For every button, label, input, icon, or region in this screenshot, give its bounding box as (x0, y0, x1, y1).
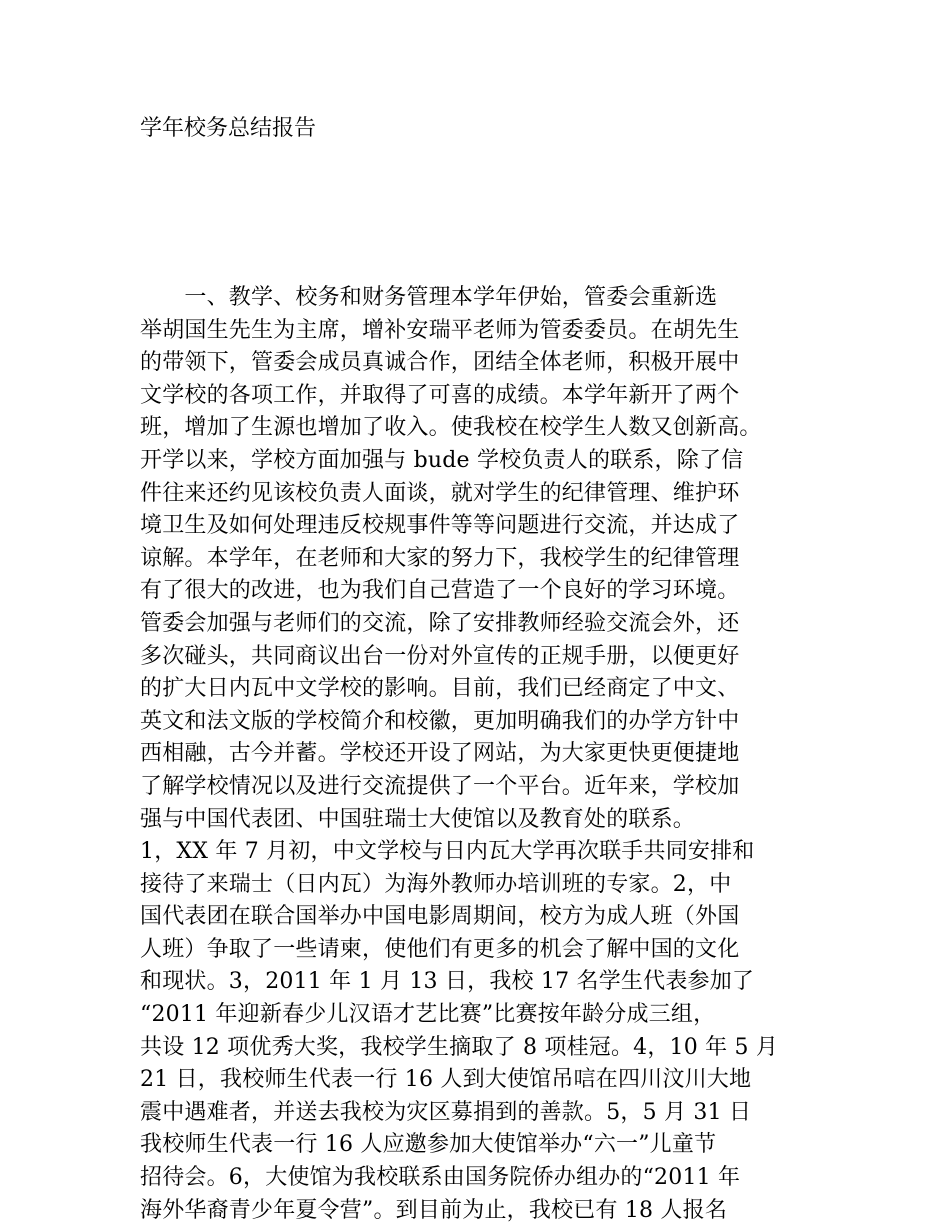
body-line: 的带领下，管委会成员真诚合作，团结全体老师，积极开展中 (140, 350, 740, 376)
body-line: 英文和法文版的学校简介和校徽，更加明确我们的办学方针中 (140, 708, 740, 734)
body-line: 1，XX 年 7 月初，中文学校与日内瓦大学再次联手共同安排和 (140, 839, 755, 865)
body-line: 班，增加了生源也增加了收入。使我校在校学生人数又创新高。 (140, 415, 762, 441)
body-line: 和现状。3，2011 年 1 月 13 日，我校 17 名学生代表参加了 (140, 969, 755, 995)
document-body (140, 282, 830, 1227)
body-line: 强与中国代表团、中国驻瑞士大使馆以及教育处的联系。 (140, 806, 696, 832)
body-line: 人班）争取了一些请柬，使他们有更多的机会了解中国的文化 (140, 936, 740, 962)
body-line: 震中遇难者，并送去我校为灾区募捐到的善款。5，5 月 31 日 (140, 1099, 752, 1125)
body-line: 21 日，我校师生代表一行 16 人到大使馆吊唁在四川汶川大地 (140, 1067, 752, 1093)
body-line: 海外华裔青少年夏令营”。到目前为止，我校已有 18 人报名 (140, 1197, 728, 1223)
body-line: 境卫生及如何处理违反校规事件等等问题进行交流，并达成了 (140, 513, 740, 539)
body-line: 一、教学、校务和财务管理本学年伊始，管委会重新选 (140, 285, 718, 310)
body-line: 谅解。本学年，在老师和大家的努力下，我校学生的纪律管理 (140, 545, 740, 571)
body-line: 举胡国生先生为主席，增补安瑞平老师为管委委员。在胡先生 (140, 317, 740, 343)
body-line: 国代表团在联合国举办中国电影周期间，校方为成人班（外国 (140, 904, 740, 930)
body-line: 招待会。6，大使馆为我校联系由国务院侨办组办的“2011 年 (140, 1165, 741, 1191)
body-line: “2011 年迎新春少儿汉语才艺比赛”比赛按年龄分成三组， (140, 1002, 716, 1028)
body-line: 开学以来，学校方面加强与 bude 学校负责人的联系，除了信 (140, 447, 744, 473)
body-line: 接待了来瑞士（日内瓦）为海外教师办培训班的专家。2，中 (140, 871, 732, 897)
body-line: 西相融，古今并蓄。学校还开设了网站，为大家更快更便捷地 (140, 741, 740, 767)
body-line: 多次碰头，共同商议出台一份对外宣传的正规手册，以便更好 (140, 643, 740, 669)
body-line: 件往来还约见该校负责人面谈，就对学生的纪律管理、维护环 (140, 480, 740, 506)
body-line: 我校师生代表一行 16 人应邀参加大使馆举办“六一”儿童节 (140, 1132, 717, 1158)
body-line: 管委会加强与老师们的交流，除了安排教师经验交流会外，还 (140, 610, 740, 636)
body-line: 共设 12 项优秀大奖，我校学生摘取了 8 项桂冠。4，10 年 5 月 (140, 1034, 779, 1060)
body-line: 有了很大的改进，也为我们自己营造了一个良好的学习环境。 (140, 578, 740, 604)
body-line: 文学校的各项工作，并取得了可喜的成绩。本学年新开了两个 (140, 382, 740, 408)
body-line: 的扩大日内瓦中文学校的影响。目前，我们已经商定了中文、 (140, 676, 740, 702)
document-title: 学年校务总结报告 (140, 116, 317, 141)
body-line: 了解学校情况以及进行交流提供了一个平台。近年来，学校加 (140, 773, 740, 799)
